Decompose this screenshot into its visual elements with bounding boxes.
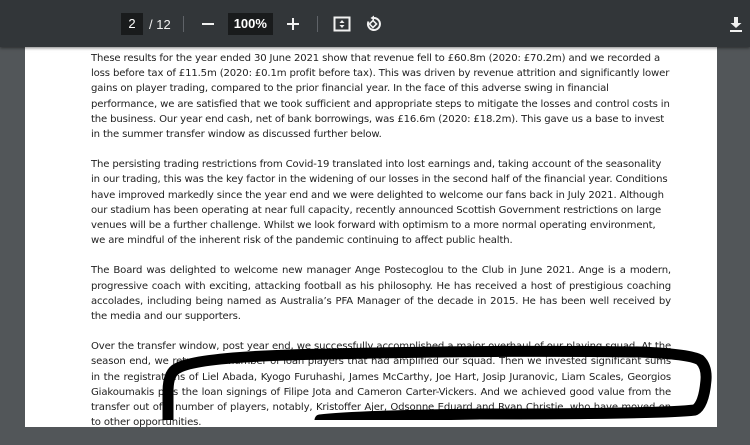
page-number-input[interactable] bbox=[121, 13, 143, 35]
page-navigation bbox=[121, 12, 386, 36]
pdf-toolbar bbox=[0, 0, 750, 47]
zoom-level-input[interactable]: 100% bbox=[228, 13, 273, 35]
page-total: / 12 bbox=[149, 16, 171, 32]
rotate-icon bbox=[365, 15, 383, 33]
fit-to-page-button[interactable] bbox=[330, 12, 354, 36]
paragraph-manager: The Board was delighted to welcome new manager Ange Postecoglou to the Club in June 2021. Ange is a modern, progressive coach with exciting, attacking football as his philosophy. He has received a host of prestigious coaching accolades, including being named as Australia’s PFA Manager of the decade in 2015. He has been well received by the media and our supporters. bbox=[91, 265, 671, 323]
plus-icon bbox=[286, 17, 300, 31]
toolbar-divider bbox=[183, 16, 184, 32]
paragraph-covid: The persisting trading restrictions from Covid-19 translated into lost earnings and, taking account of the seasonality in our trading, this was the key factor in the widening of our losses in the second half of the financial year. Conditions have improved markedly since the year end and we were delighted to welcome our fans back in July 2021. Although our stadium has been operating at near full capacity, recently announced Scottish Government restrictions on large venues will be a further challenge. Whilst we look forward with optimism to a more normal operating environment, we are mindful of the inherent risk of the pandemic continuing to affect public health. bbox=[91, 159, 668, 247]
pdf-page bbox=[25, 47, 717, 427]
toolbar-divider bbox=[317, 16, 318, 32]
paragraph-results: These results for the year ended 30 June 2021 show that revenue fell to £60.8m (2020: £70.2m) and we recorded a loss before tax of £11.5m (2020: £0.1m profit before tax). This was driven by revenue attrition and significantly lower gains on player trading, compared to the prior financial year. In the face of this adverse swing in financial performance, we are satisfied that we took sufficient and appropriate steps to mitigate the losses and control costs in the business. Our year end cash, net of bank borrowings, was £16.6m (2020: £18.2m). This gave us a base to invest in the summer transfer window as discussed further below. bbox=[91, 53, 670, 141]
minus-icon bbox=[201, 17, 215, 31]
download-icon bbox=[729, 16, 743, 32]
rotate-button[interactable] bbox=[362, 12, 386, 36]
zoom-out-button[interactable] bbox=[196, 12, 220, 36]
paragraph-transfers: Over the transfer window, post year end, we successfully accomplished a major overhaul of our playing squad. At the season end, we returned a number of loan players that had amplified our squad. Then we invested significant sums in the registrations of Liel Abada, Kyogo Furuhashi, James McCarthy, Joe Hart, Josip Juranovic, Liam Scales, Georgios Giakoumakis plus the loan signings of Filipe Jota and Cameron Carter-Vickers. And we achieved good value from the transfer out of a number of players, notably, Kristoffer Ajer, Odsonne Eduard and Ryan Christie, who have moved on to other opportunities. bbox=[91, 341, 671, 429]
zoom-in-button[interactable] bbox=[281, 12, 305, 36]
document-body bbox=[91, 51, 671, 445]
download-button[interactable] bbox=[724, 12, 748, 36]
fit-to-page-icon bbox=[333, 16, 351, 32]
